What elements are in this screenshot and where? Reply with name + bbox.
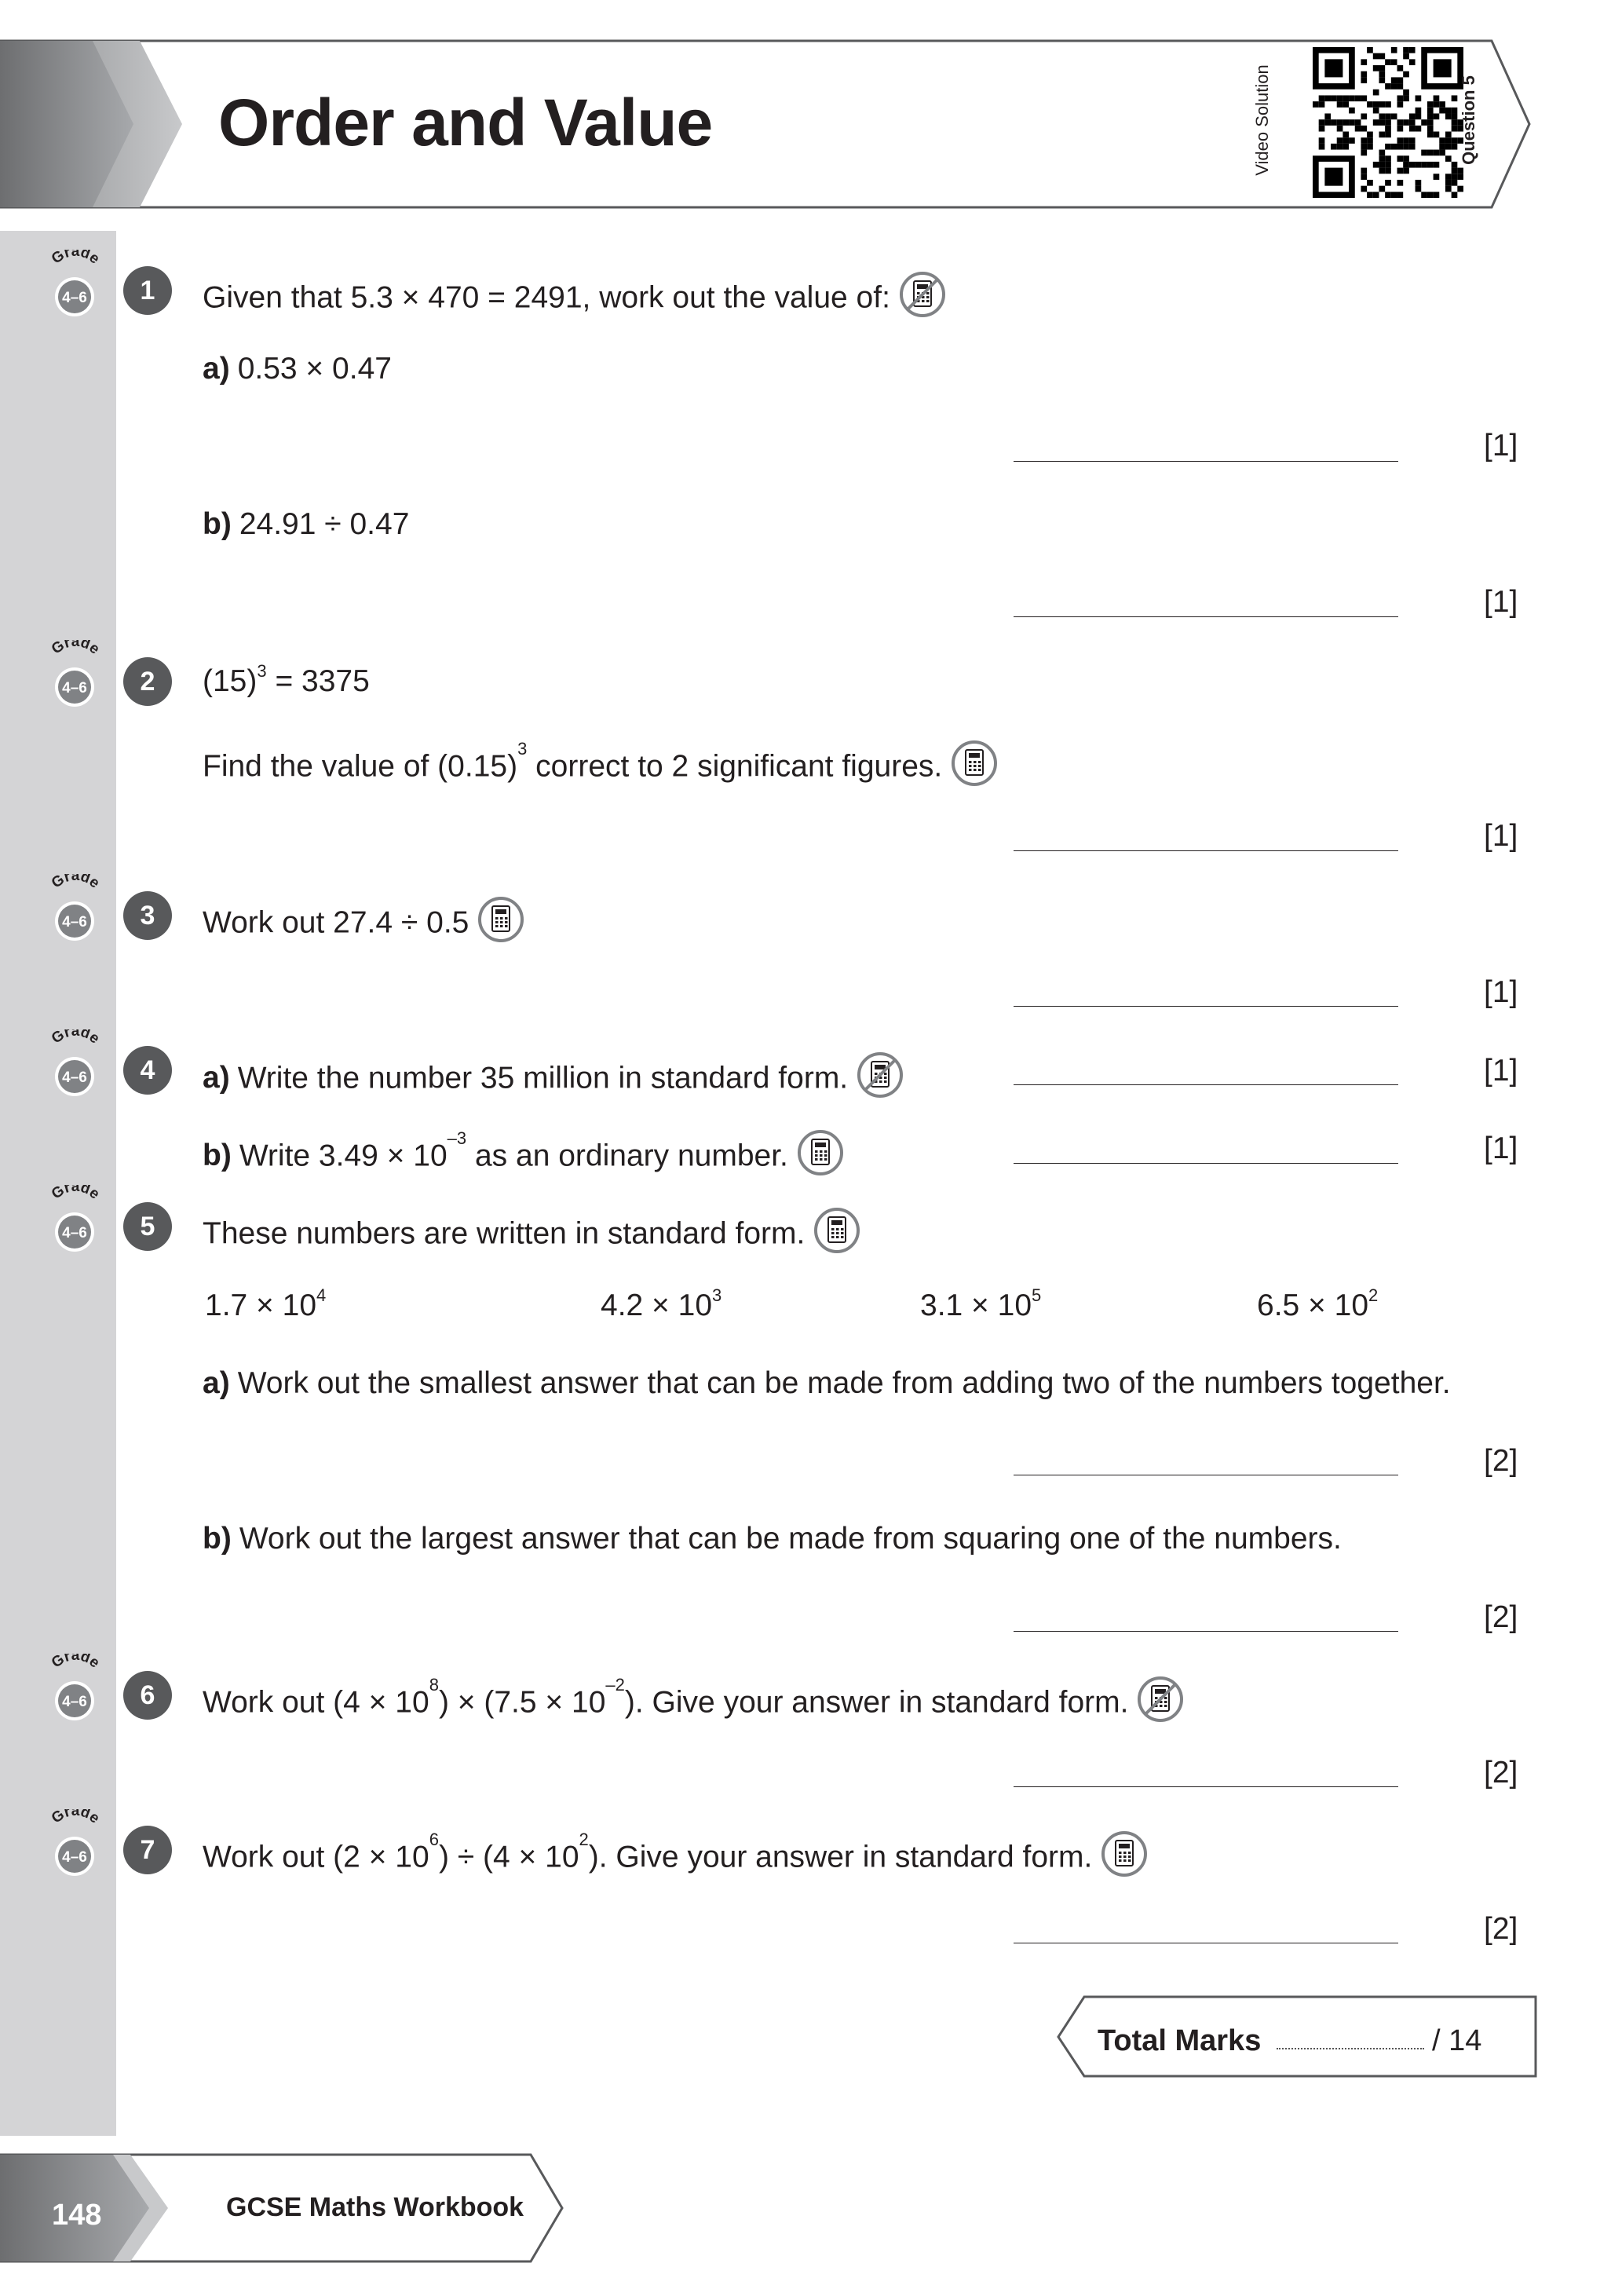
answer-line-4b[interactable] [1014,1163,1398,1164]
question-2-line1: $(15)^3 = 3375$ [203,661,370,698]
svg-text:4–6: 4–6 [62,680,87,696]
mark-4a: [1] [1484,1054,1518,1088]
calculator-allowed-icon [477,895,525,944]
grade-badge [39,1185,110,1256]
video-solution-label: Video Solution [1252,64,1272,176]
question-number: 7 [123,1826,172,1874]
answer-line-2[interactable] [1014,850,1398,851]
book-title: GCSE Maths Workbook [226,2192,524,2222]
question-1b: b) 24.91 ÷ 0.47 [203,507,410,541]
question-number: 3 [123,891,172,940]
grade-badge [39,1029,110,1100]
standard-form-number: $6.5 \times 10^2$ [1257,1285,1379,1322]
mark-5b: [2] [1484,1600,1518,1634]
page-number: 148 [52,2199,102,2232]
qr-code-icon[interactable] [1313,47,1463,198]
svg-text:Grade: Grade [48,1029,103,1047]
answer-line-5b[interactable] [1014,1631,1398,1632]
mark-1b: [1] [1484,585,1518,619]
calculator-allowed-icon [813,1206,861,1255]
question-2-line2: Find the value of $(0.15)^3$ correct to 2 significant figures. [203,744,999,792]
question-6: Work out $(4 \times 10^8) \times (7.5 \times 10^{-2})$. Give your answer in standard form. [203,1680,1185,1728]
calculator-allowed-icon [950,739,999,788]
mark-6: [2] [1484,1756,1518,1790]
page-title: Order and Value [218,86,713,159]
question-number: 1 [123,266,172,315]
question-3: Work out 27.4 ÷ 0.5 [203,900,525,949]
no-calculator-icon [898,270,947,319]
answer-line-1b[interactable] [1014,616,1398,617]
question-5-stem: These numbers are written in standard form. [203,1211,861,1260]
grade-badge [39,874,110,945]
svg-text:4–6: 4–6 [62,1225,87,1241]
no-calculator-icon [856,1051,904,1099]
question-number: 4 [123,1046,172,1095]
total-marks-max: / 14 [1432,2024,1482,2057]
question-5a: a) Work out the smallest answer that can be made from adding two of the numbers together. [203,1366,1451,1400]
standard-form-number: $4.2 \times 10^3$ [601,1285,722,1322]
mark-5a: [2] [1484,1444,1518,1478]
mark-1a: [1] [1484,429,1518,462]
svg-text:Grade: Grade [48,874,103,892]
question-reference-label: Question 5 [1459,75,1478,165]
answer-line-6[interactable] [1014,1786,1398,1787]
grade-badge [39,1654,110,1724]
standard-form-number: $3.1 \times 10^5$ [920,1285,1042,1322]
svg-text:Grade: Grade [48,1654,103,1672]
no-calculator-icon [1136,1675,1185,1724]
question-number: 5 [123,1202,172,1251]
total-marks-label: Total Marks [1098,2024,1262,2057]
svg-text:Grade: Grade [48,640,103,658]
standard-form-number: $1.7 \times 10^4$ [205,1285,327,1322]
answer-line-1a[interactable] [1014,461,1398,462]
grade-badge [39,1809,110,1880]
question-number: 2 [123,657,172,706]
svg-text:Grade: Grade [48,250,103,268]
grade-badge [39,250,110,320]
total-marks-entry-line[interactable] [1277,2048,1424,2049]
answer-line-4a[interactable] [1014,1084,1398,1085]
question-1-stem: Given that 5.3 × 470 = 2491, work out the value of: [203,275,947,324]
question-7: Work out $(2 \times 10^6) \div (4 \times 10^2)$. Give your answer in standard form. [203,1834,1149,1883]
question-number: 6 [123,1671,172,1720]
svg-text:4–6: 4–6 [62,1069,87,1086]
calculator-allowed-icon [1100,1830,1149,1878]
svg-text:Grade: Grade [48,1809,103,1827]
question-5b: b) Work out the largest answer that can be made from squaring one of the numbers. [203,1522,1342,1556]
question-4b: b) Write $3.49 \times 10^{-3}$ as an ordinary number. [203,1133,845,1182]
mark-2: [1] [1484,819,1518,853]
mark-7: [2] [1484,1912,1518,1946]
svg-text:4–6: 4–6 [62,914,87,930]
question-4a: a) Write the number 35 million in standard form. [203,1055,904,1104]
question-1a: a) 0.53 × 0.47 [203,352,392,386]
grade-badge [39,640,110,711]
svg-text:Grade: Grade [48,1185,103,1203]
answer-line-3[interactable] [1014,1006,1398,1007]
mark-3: [1] [1484,975,1518,1009]
svg-text:4–6: 4–6 [62,1694,87,1710]
calculator-allowed-icon [796,1128,845,1177]
svg-text:4–6: 4–6 [62,290,87,306]
svg-text:4–6: 4–6 [62,1849,87,1866]
mark-4b: [1] [1484,1132,1518,1165]
